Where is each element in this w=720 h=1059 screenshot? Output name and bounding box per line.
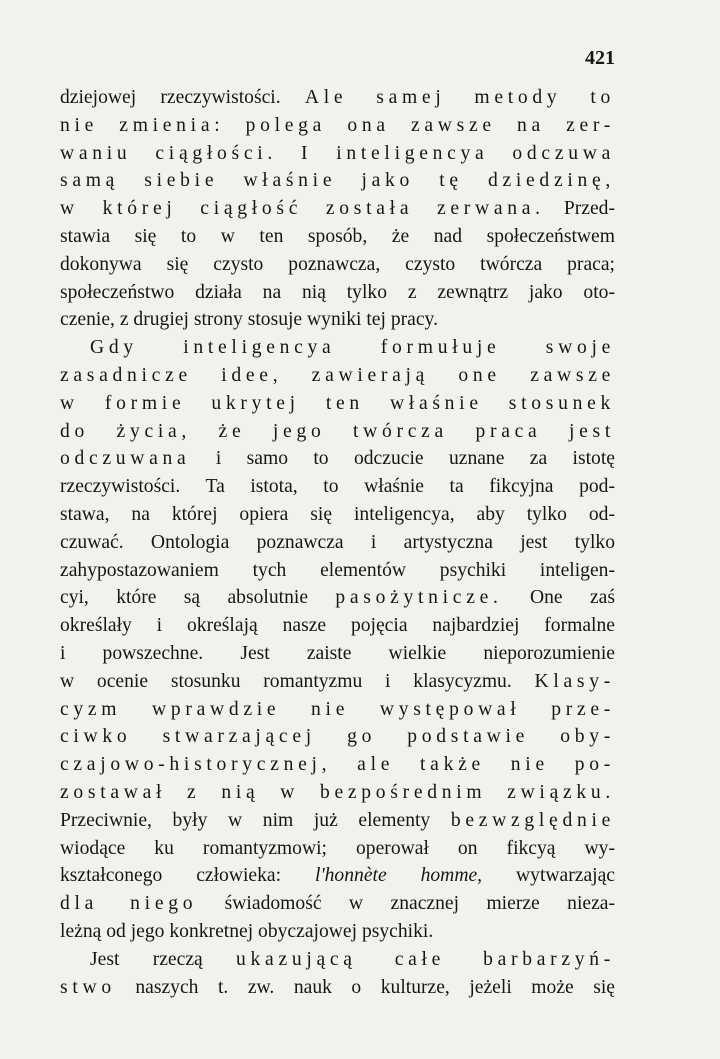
text-segment: leżną od jego konkretnej obyczajowej psychiki. [60,920,434,942]
text-line [60,84,615,112]
text-line [60,584,615,612]
body-text [60,84,615,1001]
spaced-text-segment: zasadnicze idee, zawierają one zawsze [60,364,615,386]
spaced-text-segment: w której ciągłość została zerwana. [60,198,545,220]
text-segment: cyi, które są absolutnie [60,587,336,609]
text-line [60,529,615,557]
text-line [60,445,615,473]
text-line [60,167,615,195]
text-segment: , wytwarzając [477,865,615,887]
text-segment: społeczeństwo działa na nią tylko z zewnątrz jako oto- [60,281,615,303]
spaced-text-segment: bezwzględnie [450,809,615,831]
spaced-text-segment: cyzm wprawdzie nie występował prze- [60,698,615,720]
spaced-text-segment: pasożytnicze. [335,587,503,609]
text-segment: Przeciwnie, były w nim już elementy [60,809,451,831]
text-segment: w ocenie stosunku romantyzmu i klasycyzmu. [60,670,535,692]
text-line [60,918,615,946]
spaced-text-segment: nie zmienia: polega ona zawsze na zer- [60,114,615,136]
text-line [60,862,615,890]
text-line [60,390,615,418]
text-line [60,306,615,334]
text-line [60,279,615,307]
spaced-text-segment: ukazującą całe barbarzyń- [236,948,615,970]
text-line [60,890,615,918]
spaced-text-segment: Gdy inteligencya formułuje swoje [90,337,615,359]
text-segment: Jest rzeczą [90,948,237,970]
spaced-text-segment: samą siebie właśnie jako tę dziedzinę, [60,170,615,192]
spaced-text-segment: czajowo-historycznej, ale także nie po- [60,754,615,776]
text-line [60,473,615,501]
text-line [60,751,615,779]
text-line [60,557,615,585]
spaced-text-segment: w formie ukrytej ten właśnie stosunek [60,392,615,414]
text-segment: stawa, na której opiera się inteligencya, aby tylko od- [60,503,615,525]
text-line [60,946,615,974]
spaced-text-segment: odczuwana [60,448,191,470]
page-number: 421 [585,47,615,69]
text-line [60,140,615,168]
spaced-text-segment: do życia, że jego twórcza praca jest [60,420,615,442]
text-line [60,807,615,835]
text-line [60,362,615,390]
text-segment: czuwać. Ontologia poznawcza i artystyczna jest tylko [60,531,615,553]
text-segment: zahypostazowaniem tych elementów psychiki inteligen- [60,559,615,581]
text-segment: naszych t. zw. nauk o kulturze, jeżeli może się [115,976,615,998]
text-segment: rzeczywistości. Ta istota, to właśnie ta fikcyjna pod- [60,476,615,498]
text-segment: kształconego człowieka: [60,865,315,887]
text-line [60,334,615,362]
text-segment: stawia się to w ten sposób, że nad społeczeństwem [60,225,615,247]
text-segment: czenie, z drugiej strony stosuje wyniki tej pracy. [60,309,438,331]
text-line [60,501,615,529]
spaced-text-segment: ciwko stwarzającej go podstawie oby- [60,726,615,748]
text-segment: świadomość w znacznej mierze nieza- [197,893,615,915]
text-line [60,418,615,446]
text-line [60,974,615,1002]
spaced-text-segment: Klasy- [534,670,615,692]
text-line [60,223,615,251]
text-line [60,112,615,140]
text-line [60,723,615,751]
text-segment: i powszechne. Jest zaiste wielkie nieporozumienie [60,642,615,664]
text-segment: wiodące ku romantyzmowi; operował on fikcyą wy- [60,837,615,859]
text-line [60,779,615,807]
text-line [60,835,615,863]
spaced-text-segment: waniu ciągłości. I inteligencya odczuwa [60,142,615,164]
text-line [60,251,615,279]
text-line [60,640,615,668]
spaced-text-segment: dla niego [60,893,198,915]
spaced-text-segment: stwo [60,976,116,998]
text-segment: Przed- [544,198,615,220]
text-line [60,612,615,640]
text-segment: i samo to odczucie uznane za istotę [190,448,615,470]
spaced-text-segment: zostawał z nią w bezpośrednim związku. [60,781,615,803]
text-segment: dokonywa się czysto poznawcza, czysto twórcza praca; [60,253,615,275]
text-segment: określały i określają nasze pojęcia najbardziej formalne [60,615,615,637]
text-segment: dziejowej rzeczywistości. [60,87,305,108]
text-line [60,668,615,696]
spaced-text-segment: Ale samej metody to [304,87,615,108]
text-line [60,696,615,724]
text-segment: One zaś [502,587,615,609]
text-line [60,195,615,223]
italic-text-segment: l'honnète homme [315,865,478,887]
